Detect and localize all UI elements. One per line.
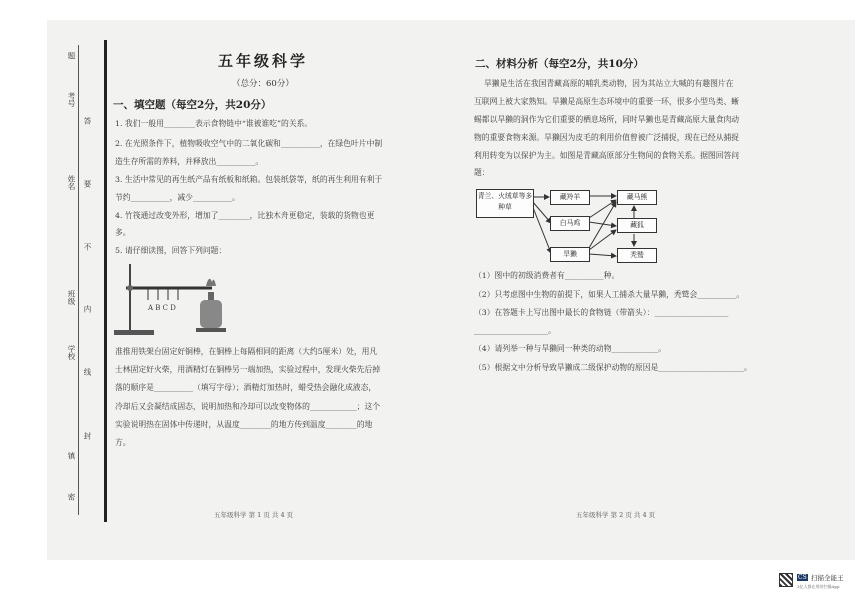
pheasant-box: 白马鸡 — [550, 216, 590, 231]
question-4-line-1: 4. 竹筏通过改变外形，增加了________，比独木舟更稳定，装载的货物也更 — [115, 211, 375, 220]
material-line: 利用转变为以保护为主。如图是青藏高原部分生物间的食物关系。据图回答问 — [474, 151, 740, 160]
margin-label: 答 — [83, 117, 92, 125]
page-title: 五年级科学 — [218, 52, 309, 70]
fox-box: 藏狐 — [617, 218, 657, 233]
vulture-box: 秃鹫 — [617, 248, 657, 263]
question-4-line-2: 多。 — [115, 228, 131, 237]
paragraph-line: 方。 — [115, 438, 131, 447]
total-score: （总分：60分） — [232, 79, 294, 89]
question-2-line-2: 造生存所需的养料，并释放出__________。 — [115, 157, 264, 166]
margin-label: 内 — [83, 305, 92, 313]
material-line: 物的重要食物来源。旱獭因为皮毛的利用价值曾被广泛捕捉，现在已经从捕捉 — [474, 133, 740, 142]
paragraph-line: 冷却后又会凝结成固态，说明加热和冷却可以改变物体的____________；这个 — [115, 402, 381, 411]
margin-label: 不 — [83, 243, 92, 251]
question-answer-4: （4）请列举一种与旱獭同一种类的动物____________。 — [474, 344, 667, 353]
antelope-box: 藏羚羊 — [550, 190, 590, 205]
material-line: 蜴都以旱獭的洞作为它们重要的栖息场所，同时旱獭也是青藏高原大量食肉动 — [474, 115, 740, 124]
paragraph-line: 实验说明热在固体中传递时，从温度________的地方传到温度________的地 — [115, 420, 373, 429]
question-1: 1. 我们一般用________表示食物链中“谁被谁吃”的关系。 — [115, 119, 313, 128]
producer-box: 青兰、火绒草等多种草 — [476, 189, 534, 218]
question-3-line-2: 节约__________，减少__________。 — [115, 193, 240, 202]
margin-label: 姓名 — [67, 175, 76, 190]
figure-labels: A B C D — [148, 304, 176, 312]
margin-label: 镇 — [67, 452, 76, 460]
paragraph-line: 士林固定好火柴，用酒精灯在铜棒另一端加热，实验过程中，发现火柴先后掉 — [115, 365, 381, 374]
question-answer-2: （2）只考虑图中生物的前提下，如果人工捕杀大量旱獭，秃鹫会__________。 — [474, 290, 745, 299]
question-answer-3-line-1: （3）在答题卡上写出图中最长的食物链（带箭头）：___________________ — [474, 308, 729, 317]
margin-label: 密 — [67, 493, 76, 501]
paragraph-line: 准推用铁架台固定好铜棒，在铜棒上每隔相同的距离（大约5厘米）处，用凡 — [115, 347, 378, 356]
question-2-line-1: 2. 在光照条件下，植物吸收空气中的二氧化碳和__________，在绿色叶片中制 — [115, 139, 383, 148]
question-5: 5. 请仔细读图，回答下列问题： — [115, 246, 227, 255]
marmot-box: 旱獭 — [550, 247, 590, 262]
paragraph-line: 落的顺序是__________（填写字母）；酒精灯加热时，蜡受热会融化成液态， — [115, 383, 377, 392]
heat-conduction-figure — [112, 258, 232, 338]
page-footer: 五年级科学 第 2 页 共 4 页 — [576, 511, 656, 519]
margin-label: 班级 — [67, 290, 76, 305]
section-heading: 二、材料分析（每空2分，共10分） — [475, 58, 644, 70]
margin-label: 学校 — [67, 345, 76, 360]
question-3-line-1: 3. 生活中常见的再生纸产品有纸板和纸箱。包装纸袋等，纸的再生利用有利于 — [115, 175, 383, 184]
question-answer-3-line-2: ___________________。 — [474, 326, 556, 335]
qr-code-icon — [779, 573, 793, 587]
watermark-subtitle: 3亿人都在用的扫描App — [797, 584, 840, 589]
margin-label: 要 — [83, 180, 92, 188]
margin-label: 考号 — [67, 92, 76, 107]
margin-label: 封 — [83, 432, 92, 440]
margin-label: 题 — [67, 52, 76, 60]
question-answer-5: （5）根据文中分析导致旱獭成二级保护动物的原因是______________________。 — [474, 363, 752, 372]
question-answer-1: （1）图中的初级消费者有__________种。 — [474, 271, 620, 280]
section-heading: 一、填空题（每空2分，共20分） — [113, 99, 272, 111]
margin-rule — [78, 45, 79, 515]
margin-bar — [104, 40, 107, 522]
page-footer: 五年级科学 第 1 页 共 4 页 — [214, 511, 294, 519]
material-line: 互联网上被大家熟知。旱獭是高原生态环境中的重要一环，很多小型鸟类、蜥 — [474, 97, 740, 106]
bear-box: 藏马熊 — [617, 190, 657, 205]
watermark-title: 扫描全能王 — [811, 574, 844, 582]
material-line: 旱獭是生活在我国青藏高原的哺乳类动物，因为其站立大喊的有趣图片在 — [484, 79, 734, 88]
app-logo-icon: CS — [798, 574, 807, 581]
margin-label: 线 — [83, 368, 92, 376]
material-line: 题： — [474, 168, 490, 177]
